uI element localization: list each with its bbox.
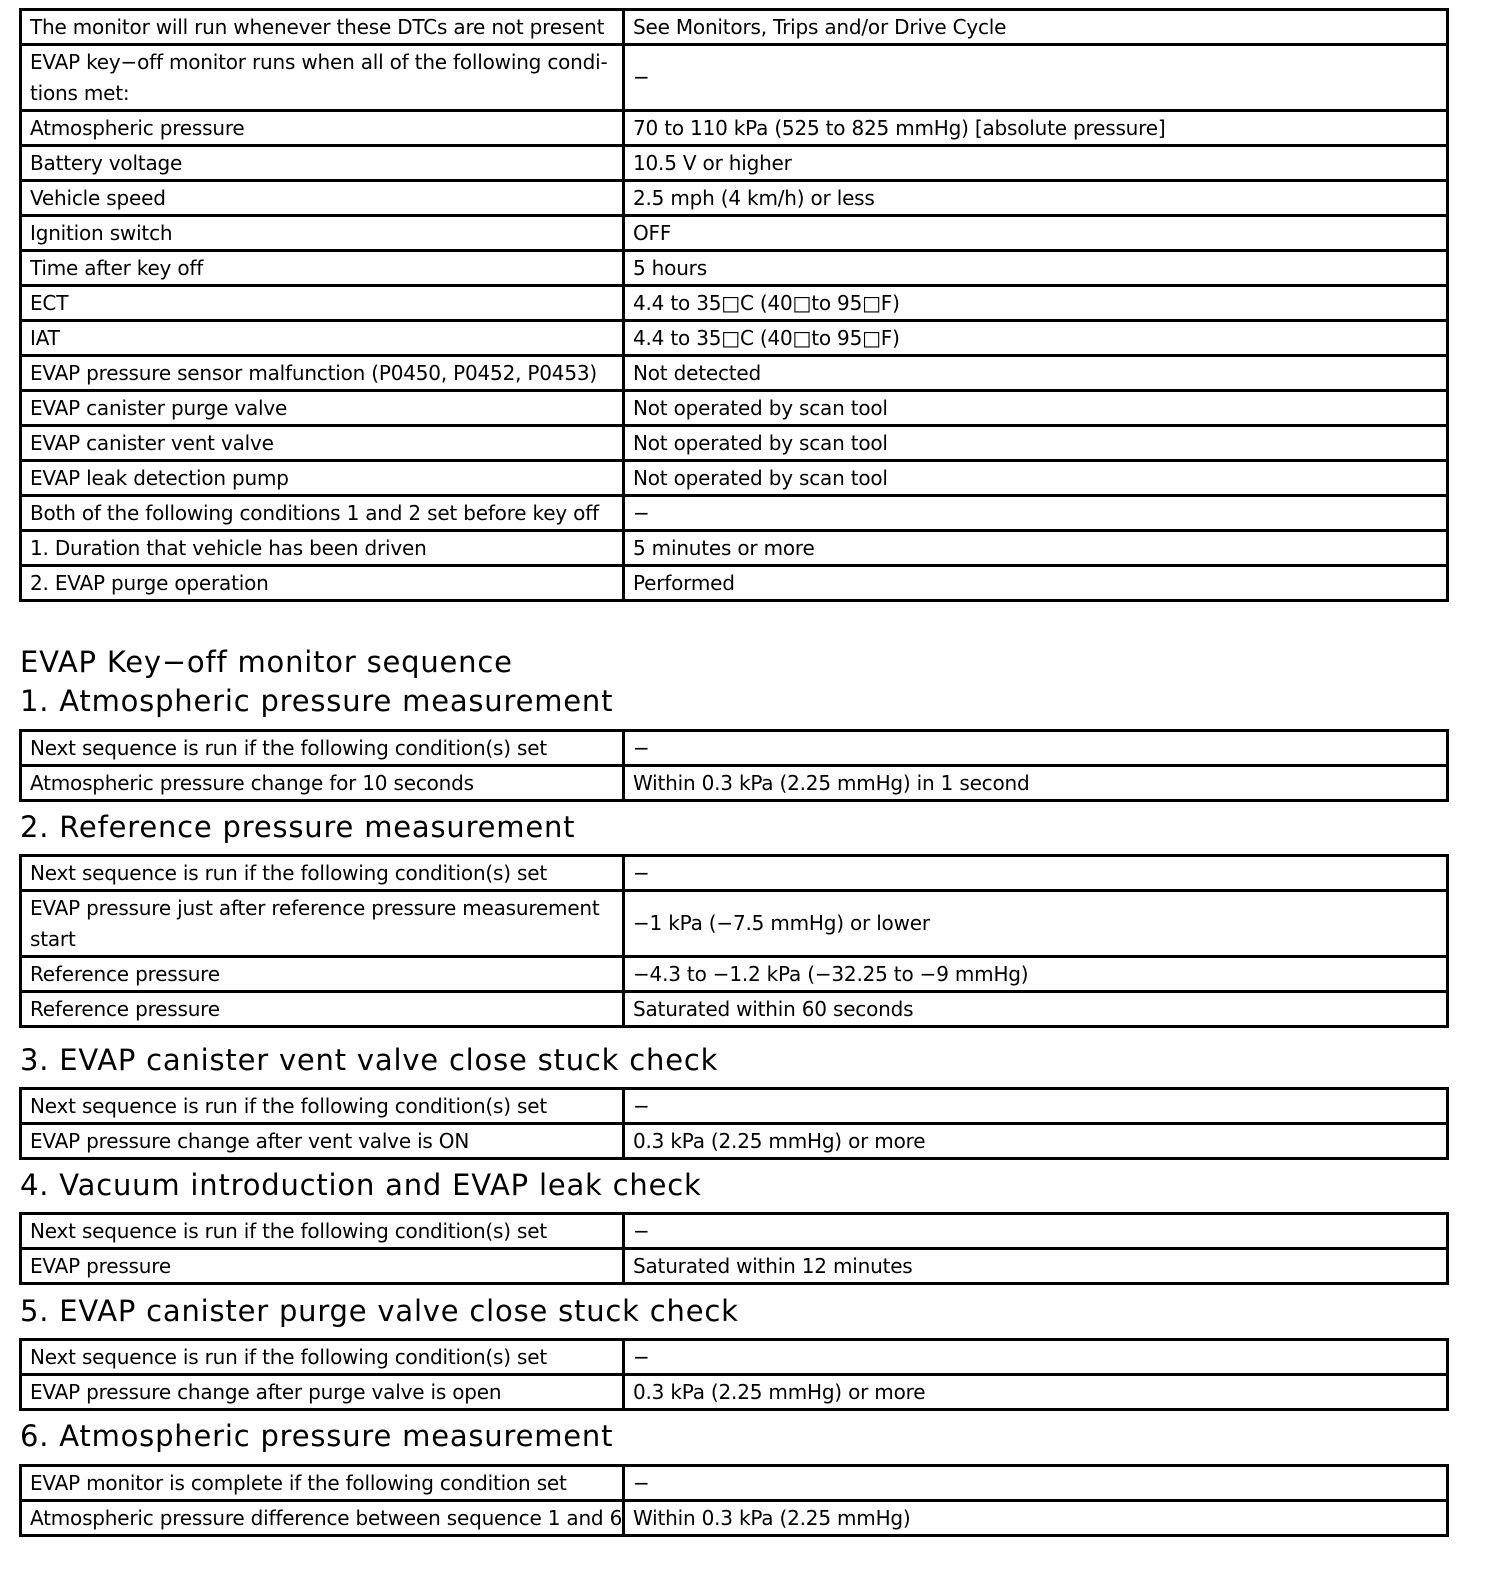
condition-item: EVAP leak detection pump [21, 461, 624, 496]
table-row [21, 391, 1448, 426]
condition-value: 10.5 V or higher [624, 146, 1448, 181]
table-row [21, 10, 1448, 45]
condition-value: −1 kPa (−7.5 mmHg) or lower [624, 891, 1448, 957]
condition-item: EVAP pressure sensor malfunction (P0450, P0452, P0453) [21, 356, 624, 391]
condition-item: 2. EVAP purge operation [21, 566, 624, 601]
table-row [21, 891, 1448, 957]
condition-item: Reference pressure [21, 957, 624, 992]
condition-value: Performed [624, 566, 1448, 601]
condition-item: Next sequence is run if the following condition(s) set [21, 1089, 624, 1124]
section-table [19, 1464, 1449, 1537]
section-title: 1. Atmospheric pressure measurement [20, 684, 614, 718]
table-row [21, 1089, 1448, 1124]
condition-value: 5 hours [624, 251, 1448, 286]
condition-item: ECT [21, 286, 624, 321]
table-row [21, 111, 1448, 146]
section-title: 5. EVAP canister purge valve close stuck check [20, 1294, 739, 1328]
table-row [21, 461, 1448, 496]
condition-value: Within 0.3 kPa (2.25 mmHg) [624, 1501, 1448, 1536]
condition-item: EVAP canister vent valve [21, 426, 624, 461]
table-row [21, 1340, 1448, 1375]
condition-value: 4.4 to 35□C (40□to 95□F) [624, 321, 1448, 356]
condition-item: Atmospheric pressure difference between sequence 1 and 6 [21, 1501, 624, 1536]
table-row [21, 1124, 1448, 1159]
condition-item: Next sequence is run if the following condition(s) set [21, 856, 624, 891]
table-row [21, 251, 1448, 286]
table-row [21, 957, 1448, 992]
table-row [21, 766, 1448, 801]
sequence-heading: EVAP Key−off monitor sequence [20, 645, 513, 679]
condition-value: 0.3 kPa (2.25 mmHg) or more [624, 1124, 1448, 1159]
monitor-conditions-table [19, 8, 1449, 602]
condition-value: Saturated within 12 minutes [624, 1249, 1448, 1284]
condition-value: Not operated by scan tool [624, 426, 1448, 461]
table-row [21, 992, 1448, 1027]
condition-item: EVAP pressure change after purge valve is open [21, 1375, 624, 1410]
table-row [21, 1249, 1448, 1284]
condition-item: Next sequence is run if the following condition(s) set [21, 1340, 624, 1375]
condition-item: The monitor will run whenever these DTCs are not present [21, 10, 624, 45]
table-row [21, 1375, 1448, 1410]
condition-value: − [624, 1466, 1448, 1501]
condition-value: Not operated by scan tool [624, 461, 1448, 496]
condition-value: 2.5 mph (4 km/h) or less [624, 181, 1448, 216]
condition-item: EVAP key−off monitor runs when all of the following condi- tions met: [21, 45, 624, 111]
section-title: 3. EVAP canister vent valve close stuck check [20, 1043, 719, 1077]
condition-value: − [624, 856, 1448, 891]
condition-value: − [624, 1340, 1448, 1375]
condition-value: See Monitors, Trips and/or Drive Cycle [624, 10, 1448, 45]
condition-value: Not detected [624, 356, 1448, 391]
table-row [21, 566, 1448, 601]
condition-item: Both of the following conditions 1 and 2 set before key off [21, 496, 624, 531]
section-table [19, 1087, 1449, 1160]
condition-item: Next sequence is run if the following condition(s) set [21, 1214, 624, 1249]
condition-value: 4.4 to 35□C (40□to 95□F) [624, 286, 1448, 321]
condition-item: Reference pressure [21, 992, 624, 1027]
condition-item: IAT [21, 321, 624, 356]
condition-item: Time after key off [21, 251, 624, 286]
condition-item: Vehicle speed [21, 181, 624, 216]
table-row [21, 146, 1448, 181]
condition-value: OFF [624, 216, 1448, 251]
table-row [21, 1466, 1448, 1501]
condition-item: EVAP pressure just after reference pressure measurement start [21, 891, 624, 957]
table-row [21, 181, 1448, 216]
table-row [21, 496, 1448, 531]
condition-value: Saturated within 60 seconds [624, 992, 1448, 1027]
table-row [21, 531, 1448, 566]
section-table [19, 854, 1449, 1028]
table-row [21, 856, 1448, 891]
table-row [21, 731, 1448, 766]
condition-item: EVAP pressure change after vent valve is ON [21, 1124, 624, 1159]
table-row [21, 286, 1448, 321]
condition-item: EVAP monitor is complete if the following condition set [21, 1466, 624, 1501]
section-table [19, 729, 1449, 802]
condition-value: 0.3 kPa (2.25 mmHg) or more [624, 1375, 1448, 1410]
table-row [21, 426, 1448, 461]
condition-item: 1. Duration that vehicle has been driven [21, 531, 624, 566]
table-row [21, 1501, 1448, 1536]
condition-value: − [624, 731, 1448, 766]
condition-value: − [624, 1214, 1448, 1249]
condition-value: −4.3 to −1.2 kPa (−32.25 to −9 mmHg) [624, 957, 1448, 992]
condition-value: Within 0.3 kPa (2.25 mmHg) in 1 second [624, 766, 1448, 801]
condition-item: Next sequence is run if the following condition(s) set [21, 731, 624, 766]
table-row [21, 216, 1448, 251]
section-table [19, 1338, 1449, 1411]
table-row [21, 45, 1448, 111]
condition-item: Atmospheric pressure change for 10 seconds [21, 766, 624, 801]
table-row [21, 356, 1448, 391]
condition-value: − [624, 496, 1448, 531]
section-title: 6. Atmospheric pressure measurement [20, 1419, 614, 1453]
condition-value: 5 minutes or more [624, 531, 1448, 566]
table-row [21, 1214, 1448, 1249]
condition-item: Atmospheric pressure [21, 111, 624, 146]
condition-item: EVAP pressure [21, 1249, 624, 1284]
condition-item: Battery voltage [21, 146, 624, 181]
condition-value: − [624, 1089, 1448, 1124]
condition-item: Ignition switch [21, 216, 624, 251]
condition-value: 70 to 110 kPa (525 to 825 mmHg) [absolute pressure] [624, 111, 1448, 146]
table-row [21, 321, 1448, 356]
condition-item: EVAP canister purge valve [21, 391, 624, 426]
section-title: 2. Reference pressure measurement [20, 810, 576, 844]
section-table [19, 1212, 1449, 1285]
condition-value: − [624, 45, 1448, 111]
section-title: 4. Vacuum introduction and EVAP leak check [20, 1168, 702, 1202]
condition-value: Not operated by scan tool [624, 391, 1448, 426]
